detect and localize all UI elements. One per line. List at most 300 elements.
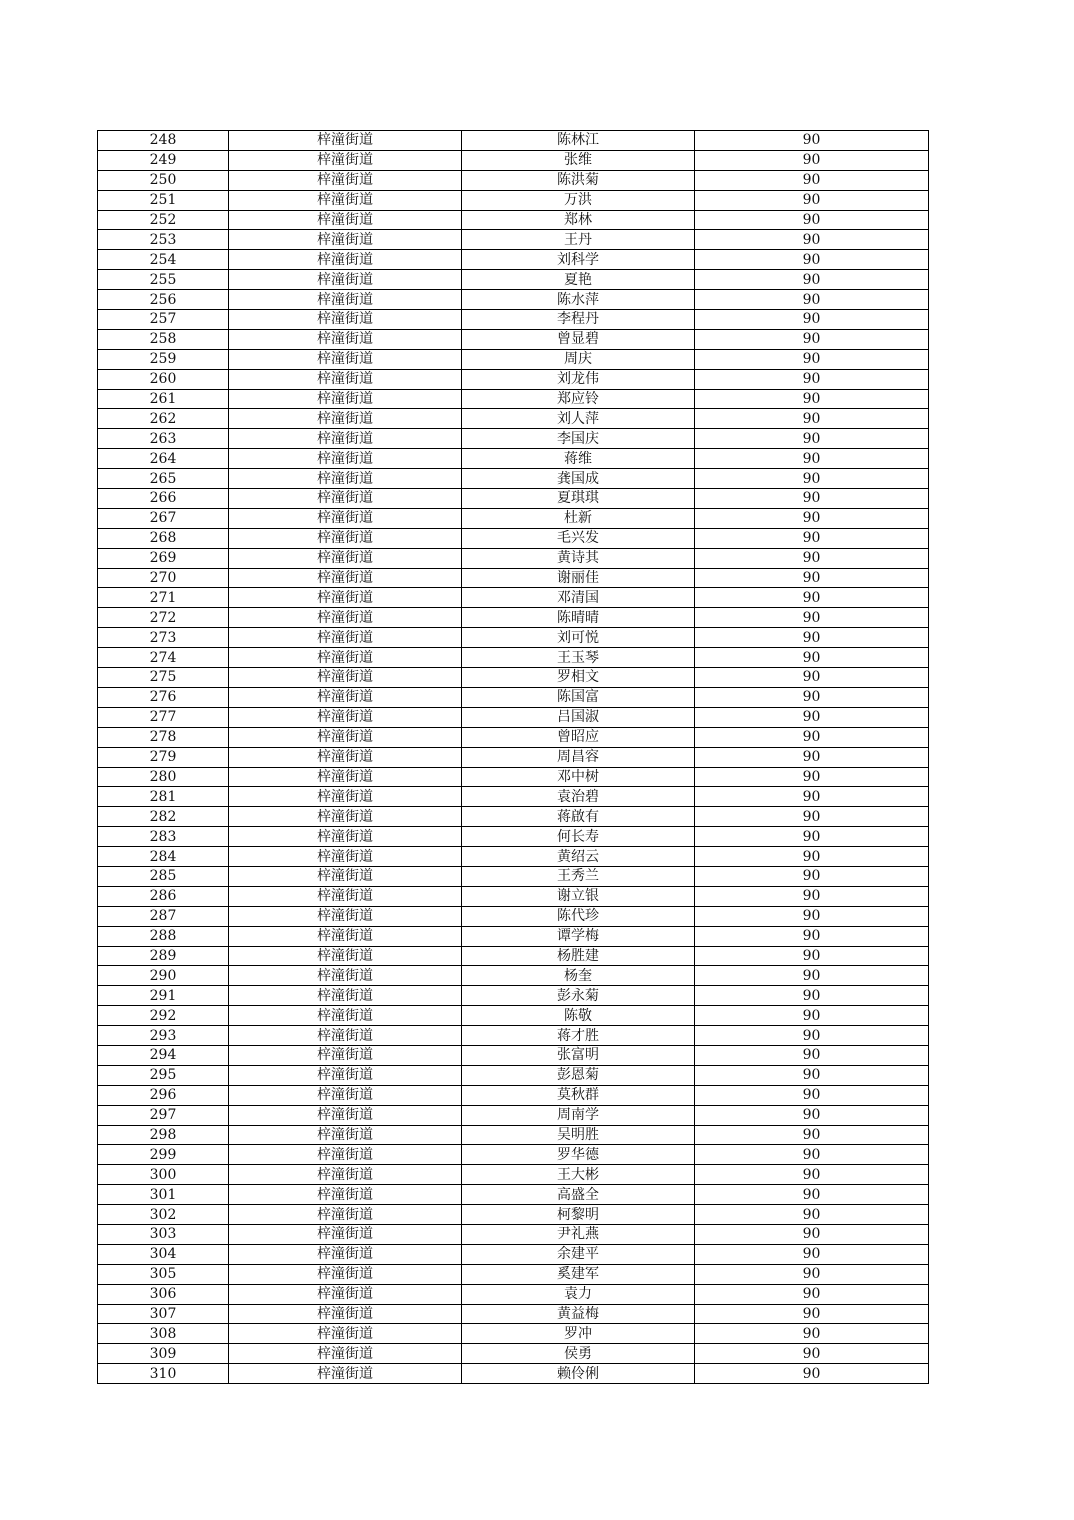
cell-subdistrict: 梓潼街道 — [229, 389, 462, 409]
cell-number: 310 — [98, 1364, 229, 1384]
cell-number: 307 — [98, 1304, 229, 1324]
table-row — [98, 210, 929, 230]
cell-amount: 90 — [695, 1045, 929, 1065]
table-row — [98, 1244, 929, 1264]
cell-name: 陈水萍 — [462, 290, 695, 310]
cell-number: 294 — [98, 1045, 229, 1065]
cell-name: 蒋才胜 — [462, 1026, 695, 1046]
cell-name: 陈敬 — [462, 1006, 695, 1026]
table-row — [98, 250, 929, 270]
cell-subdistrict: 梓潼街道 — [229, 787, 462, 807]
cell-subdistrict: 梓潼街道 — [229, 1264, 462, 1284]
table-row — [98, 310, 929, 330]
cell-amount: 90 — [695, 588, 929, 608]
cell-subdistrict: 梓潼街道 — [229, 1006, 462, 1026]
cell-name: 龚国成 — [462, 469, 695, 489]
table-row — [98, 369, 929, 389]
cell-number: 262 — [98, 409, 229, 429]
table-row — [98, 429, 929, 449]
cell-number: 276 — [98, 687, 229, 707]
cell-amount: 90 — [695, 866, 929, 886]
cell-subdistrict: 梓潼街道 — [229, 727, 462, 747]
table-row — [98, 588, 929, 608]
cell-amount: 90 — [695, 489, 929, 509]
cell-amount: 90 — [695, 747, 929, 767]
cell-name: 谢立银 — [462, 886, 695, 906]
cell-subdistrict: 梓潼街道 — [229, 1105, 462, 1125]
cell-number: 292 — [98, 1006, 229, 1026]
cell-name: 陈洪菊 — [462, 170, 695, 190]
cell-number: 287 — [98, 906, 229, 926]
cell-number: 273 — [98, 628, 229, 648]
cell-name: 陈林江 — [462, 131, 695, 151]
cell-subdistrict: 梓潼街道 — [229, 1185, 462, 1205]
cell-number: 295 — [98, 1065, 229, 1085]
cell-number: 282 — [98, 807, 229, 827]
cell-amount: 90 — [695, 568, 929, 588]
cell-subdistrict: 梓潼街道 — [229, 429, 462, 449]
cell-amount: 90 — [695, 1085, 929, 1105]
cell-amount: 90 — [695, 369, 929, 389]
cell-amount: 90 — [695, 727, 929, 747]
cell-number: 251 — [98, 190, 229, 210]
cell-name: 刘人萍 — [462, 409, 695, 429]
table-row — [98, 926, 929, 946]
cell-name: 王大彬 — [462, 1165, 695, 1185]
table-row — [98, 409, 929, 429]
table-row — [98, 847, 929, 867]
cell-number: 279 — [98, 747, 229, 767]
cell-subdistrict: 梓潼街道 — [229, 886, 462, 906]
cell-number: 274 — [98, 648, 229, 668]
cell-subdistrict: 梓潼街道 — [229, 707, 462, 727]
cell-amount: 90 — [695, 767, 929, 787]
cell-name: 袁治碧 — [462, 787, 695, 807]
cell-amount: 90 — [695, 1224, 929, 1244]
cell-amount: 90 — [695, 270, 929, 290]
cell-subdistrict: 梓潼街道 — [229, 329, 462, 349]
cell-name: 张维 — [462, 150, 695, 170]
cell-amount: 90 — [695, 349, 929, 369]
cell-name: 郑应铃 — [462, 389, 695, 409]
table-row — [98, 469, 929, 489]
cell-amount: 90 — [695, 449, 929, 469]
cell-subdistrict: 梓潼街道 — [229, 190, 462, 210]
cell-name: 周南学 — [462, 1105, 695, 1125]
cell-number: 253 — [98, 230, 229, 250]
cell-subdistrict: 梓潼街道 — [229, 310, 462, 330]
cell-subdistrict: 梓潼街道 — [229, 489, 462, 509]
cell-number: 284 — [98, 847, 229, 867]
cell-amount: 90 — [695, 1145, 929, 1165]
cell-name: 陈国富 — [462, 687, 695, 707]
cell-amount: 90 — [695, 329, 929, 349]
cell-number: 269 — [98, 548, 229, 568]
cell-name: 王玉琴 — [462, 648, 695, 668]
cell-amount: 90 — [695, 389, 929, 409]
table-row — [98, 767, 929, 787]
cell-subdistrict: 梓潼街道 — [229, 847, 462, 867]
cell-subdistrict: 梓潼街道 — [229, 1145, 462, 1165]
cell-amount: 90 — [695, 1244, 929, 1264]
cell-number: 267 — [98, 508, 229, 528]
cell-subdistrict: 梓潼街道 — [229, 827, 462, 847]
cell-name: 陈晴晴 — [462, 608, 695, 628]
cell-number: 301 — [98, 1185, 229, 1205]
cell-number: 286 — [98, 886, 229, 906]
cell-subdistrict: 梓潼街道 — [229, 150, 462, 170]
cell-number: 256 — [98, 290, 229, 310]
cell-amount: 90 — [695, 1185, 929, 1205]
cell-amount: 90 — [695, 548, 929, 568]
cell-name: 邓中树 — [462, 767, 695, 787]
cell-number: 271 — [98, 588, 229, 608]
table-row — [98, 1006, 929, 1026]
cell-amount: 90 — [695, 668, 929, 688]
cell-subdistrict: 梓潼街道 — [229, 1045, 462, 1065]
cell-name: 袁力 — [462, 1284, 695, 1304]
cell-amount: 90 — [695, 847, 929, 867]
cell-number: 254 — [98, 250, 229, 270]
cell-subdistrict: 梓潼街道 — [229, 1065, 462, 1085]
cell-amount: 90 — [695, 787, 929, 807]
cell-name: 罗相文 — [462, 668, 695, 688]
cell-number: 275 — [98, 668, 229, 688]
table-row — [98, 1205, 929, 1225]
cell-name: 夏琪琪 — [462, 489, 695, 509]
cell-amount: 90 — [695, 906, 929, 926]
cell-amount: 90 — [695, 1344, 929, 1364]
table-row — [98, 1224, 929, 1244]
cell-amount: 90 — [695, 409, 929, 429]
cell-amount: 90 — [695, 170, 929, 190]
cell-name: 周昌容 — [462, 747, 695, 767]
cell-subdistrict: 梓潼街道 — [229, 628, 462, 648]
cell-subdistrict: 梓潼街道 — [229, 687, 462, 707]
cell-amount: 90 — [695, 150, 929, 170]
cell-number: 268 — [98, 528, 229, 548]
table-row — [98, 548, 929, 568]
cell-number: 255 — [98, 270, 229, 290]
cell-amount: 90 — [695, 230, 929, 250]
cell-subdistrict: 梓潼街道 — [229, 449, 462, 469]
cell-name: 黄诗其 — [462, 548, 695, 568]
table-row — [98, 1105, 929, 1125]
table-row — [98, 866, 929, 886]
cell-amount: 90 — [695, 469, 929, 489]
cell-subdistrict: 梓潼街道 — [229, 548, 462, 568]
table-row — [98, 389, 929, 409]
cell-number: 248 — [98, 131, 229, 151]
cell-name: 夏艳 — [462, 270, 695, 290]
cell-subdistrict: 梓潼街道 — [229, 230, 462, 250]
cell-amount: 90 — [695, 1284, 929, 1304]
cell-subdistrict: 梓潼街道 — [229, 1224, 462, 1244]
cell-amount: 90 — [695, 807, 929, 827]
table-row — [98, 727, 929, 747]
cell-amount: 90 — [695, 926, 929, 946]
cell-subdistrict: 梓潼街道 — [229, 369, 462, 389]
cell-name: 李程丹 — [462, 310, 695, 330]
cell-subdistrict: 梓潼街道 — [229, 1125, 462, 1145]
cell-subdistrict: 梓潼街道 — [229, 588, 462, 608]
cell-amount: 90 — [695, 508, 929, 528]
cell-subdistrict: 梓潼街道 — [229, 1364, 462, 1384]
cell-name: 谢丽佳 — [462, 568, 695, 588]
cell-subdistrict: 梓潼街道 — [229, 767, 462, 787]
cell-name: 陈代珍 — [462, 906, 695, 926]
cell-name: 曾昭应 — [462, 727, 695, 747]
cell-number: 293 — [98, 1026, 229, 1046]
cell-subdistrict: 梓潼街道 — [229, 131, 462, 151]
cell-subdistrict: 梓潼街道 — [229, 210, 462, 230]
cell-number: 308 — [98, 1324, 229, 1344]
cell-amount: 90 — [695, 946, 929, 966]
cell-name: 尹礼燕 — [462, 1224, 695, 1244]
cell-amount: 90 — [695, 707, 929, 727]
cell-amount: 90 — [695, 310, 929, 330]
cell-subdistrict: 梓潼街道 — [229, 250, 462, 270]
cell-name: 余建平 — [462, 1244, 695, 1264]
table-row — [98, 807, 929, 827]
cell-name: 谭学梅 — [462, 926, 695, 946]
table-row — [98, 1045, 929, 1065]
cell-amount: 90 — [695, 210, 929, 230]
cell-amount: 90 — [695, 1006, 929, 1026]
cell-number: 309 — [98, 1344, 229, 1364]
cell-subdistrict: 梓潼街道 — [229, 469, 462, 489]
cell-name: 郑林 — [462, 210, 695, 230]
cell-subdistrict: 梓潼街道 — [229, 906, 462, 926]
cell-number: 272 — [98, 608, 229, 628]
cell-name: 周庆 — [462, 349, 695, 369]
cell-subdistrict: 梓潼街道 — [229, 1244, 462, 1264]
cell-number: 261 — [98, 389, 229, 409]
cell-number: 285 — [98, 866, 229, 886]
cell-subdistrict: 梓潼街道 — [229, 866, 462, 886]
table-row — [98, 170, 929, 190]
cell-name: 何长寿 — [462, 827, 695, 847]
table-row — [98, 508, 929, 528]
cell-name: 吴明胜 — [462, 1125, 695, 1145]
table-body — [98, 131, 929, 1384]
table-row — [98, 290, 929, 310]
cell-amount: 90 — [695, 290, 929, 310]
cell-number: 297 — [98, 1105, 229, 1125]
cell-amount: 90 — [695, 1304, 929, 1324]
cell-number: 303 — [98, 1224, 229, 1244]
cell-number: 278 — [98, 727, 229, 747]
cell-amount: 90 — [695, 528, 929, 548]
cell-number: 300 — [98, 1165, 229, 1185]
cell-amount: 90 — [695, 1264, 929, 1284]
table-row — [98, 1344, 929, 1364]
cell-name: 彭恩菊 — [462, 1065, 695, 1085]
cell-subdistrict: 梓潼街道 — [229, 946, 462, 966]
table-row — [98, 668, 929, 688]
table-row — [98, 1324, 929, 1344]
table-row — [98, 886, 929, 906]
cell-name: 刘科学 — [462, 250, 695, 270]
cell-name: 杨胜建 — [462, 946, 695, 966]
data-table — [97, 130, 929, 1384]
cell-number: 263 — [98, 429, 229, 449]
table-row — [98, 489, 929, 509]
cell-number: 249 — [98, 150, 229, 170]
cell-subdistrict: 梓潼街道 — [229, 349, 462, 369]
cell-amount: 90 — [695, 986, 929, 1006]
table-row — [98, 1026, 929, 1046]
cell-amount: 90 — [695, 1065, 929, 1085]
cell-subdistrict: 梓潼街道 — [229, 966, 462, 986]
table-row — [98, 329, 929, 349]
cell-number: 270 — [98, 568, 229, 588]
cell-name: 刘可悦 — [462, 628, 695, 648]
table-row — [98, 707, 929, 727]
table-row — [98, 1065, 929, 1085]
cell-name: 黄益梅 — [462, 1304, 695, 1324]
cell-amount: 90 — [695, 429, 929, 449]
cell-name: 彭永菊 — [462, 986, 695, 1006]
cell-subdistrict: 梓潼街道 — [229, 1205, 462, 1225]
cell-name: 毛兴发 — [462, 528, 695, 548]
cell-number: 298 — [98, 1125, 229, 1145]
cell-subdistrict: 梓潼街道 — [229, 528, 462, 548]
table-row — [98, 1364, 929, 1384]
cell-subdistrict: 梓潼街道 — [229, 926, 462, 946]
cell-amount: 90 — [695, 131, 929, 151]
table-row — [98, 628, 929, 648]
cell-number: 291 — [98, 986, 229, 1006]
cell-subdistrict: 梓潼街道 — [229, 608, 462, 628]
cell-number: 304 — [98, 1244, 229, 1264]
cell-name: 李国庆 — [462, 429, 695, 449]
cell-subdistrict: 梓潼街道 — [229, 1324, 462, 1344]
cell-name: 侯勇 — [462, 1344, 695, 1364]
cell-number: 265 — [98, 469, 229, 489]
cell-amount: 90 — [695, 1165, 929, 1185]
table-row — [98, 946, 929, 966]
table-row — [98, 906, 929, 926]
cell-amount: 90 — [695, 648, 929, 668]
cell-number: 280 — [98, 767, 229, 787]
table-row — [98, 827, 929, 847]
cell-number: 288 — [98, 926, 229, 946]
table-row — [98, 131, 929, 151]
cell-number: 289 — [98, 946, 229, 966]
cell-subdistrict: 梓潼街道 — [229, 1026, 462, 1046]
cell-subdistrict: 梓潼街道 — [229, 1344, 462, 1364]
cell-number: 283 — [98, 827, 229, 847]
cell-name: 奚建军 — [462, 1264, 695, 1284]
table-row — [98, 1165, 929, 1185]
cell-number: 259 — [98, 349, 229, 369]
table-row — [98, 349, 929, 369]
cell-name: 杜新 — [462, 508, 695, 528]
table-row — [98, 1284, 929, 1304]
cell-name: 王秀兰 — [462, 866, 695, 886]
table-row — [98, 528, 929, 548]
cell-number: 281 — [98, 787, 229, 807]
cell-amount: 90 — [695, 628, 929, 648]
cell-name: 曾显碧 — [462, 329, 695, 349]
table-row — [98, 150, 929, 170]
cell-name: 张富明 — [462, 1045, 695, 1065]
cell-subdistrict: 梓潼街道 — [229, 747, 462, 767]
cell-number: 258 — [98, 329, 229, 349]
cell-amount: 90 — [695, 608, 929, 628]
cell-amount: 90 — [695, 1026, 929, 1046]
cell-name: 黄绍云 — [462, 847, 695, 867]
cell-amount: 90 — [695, 250, 929, 270]
cell-name: 邓清国 — [462, 588, 695, 608]
cell-amount: 90 — [695, 687, 929, 707]
table-row — [98, 1304, 929, 1324]
cell-number: 252 — [98, 210, 229, 230]
cell-subdistrict: 梓潼街道 — [229, 508, 462, 528]
cell-subdistrict: 梓潼街道 — [229, 568, 462, 588]
cell-name: 赖伶俐 — [462, 1364, 695, 1384]
table-row — [98, 608, 929, 628]
cell-name: 蒋维 — [462, 449, 695, 469]
cell-number: 296 — [98, 1085, 229, 1105]
cell-name: 莫秋群 — [462, 1085, 695, 1105]
cell-amount: 90 — [695, 190, 929, 210]
cell-number: 277 — [98, 707, 229, 727]
cell-amount: 90 — [695, 1105, 929, 1125]
table-row — [98, 648, 929, 668]
cell-subdistrict: 梓潼街道 — [229, 290, 462, 310]
table-row — [98, 1085, 929, 1105]
cell-name: 罗冲 — [462, 1324, 695, 1344]
table-row — [98, 190, 929, 210]
cell-number: 257 — [98, 310, 229, 330]
table-row — [98, 1125, 929, 1145]
cell-subdistrict: 梓潼街道 — [229, 1165, 462, 1185]
cell-amount: 90 — [695, 886, 929, 906]
table-row — [98, 1264, 929, 1284]
cell-number: 266 — [98, 489, 229, 509]
cell-number: 290 — [98, 966, 229, 986]
cell-number: 299 — [98, 1145, 229, 1165]
cell-subdistrict: 梓潼街道 — [229, 1085, 462, 1105]
cell-subdistrict: 梓潼街道 — [229, 170, 462, 190]
table-row — [98, 747, 929, 767]
cell-name: 刘龙伟 — [462, 369, 695, 389]
cell-name: 罗华德 — [462, 1145, 695, 1165]
table-row — [98, 1145, 929, 1165]
cell-name: 杨奎 — [462, 966, 695, 986]
table-row — [98, 1185, 929, 1205]
cell-subdistrict: 梓潼街道 — [229, 807, 462, 827]
cell-name: 高盛全 — [462, 1185, 695, 1205]
cell-name: 蒋啟有 — [462, 807, 695, 827]
table-row — [98, 568, 929, 588]
cell-name: 柯黎明 — [462, 1205, 695, 1225]
cell-amount: 90 — [695, 1125, 929, 1145]
cell-subdistrict: 梓潼街道 — [229, 986, 462, 1006]
table-row — [98, 787, 929, 807]
cell-subdistrict: 梓潼街道 — [229, 270, 462, 290]
table-row — [98, 986, 929, 1006]
cell-name: 吕国淑 — [462, 707, 695, 727]
cell-number: 260 — [98, 369, 229, 389]
cell-name: 王丹 — [462, 230, 695, 250]
cell-amount: 90 — [695, 1364, 929, 1384]
cell-subdistrict: 梓潼街道 — [229, 1304, 462, 1324]
table-row — [98, 230, 929, 250]
table-row — [98, 966, 929, 986]
